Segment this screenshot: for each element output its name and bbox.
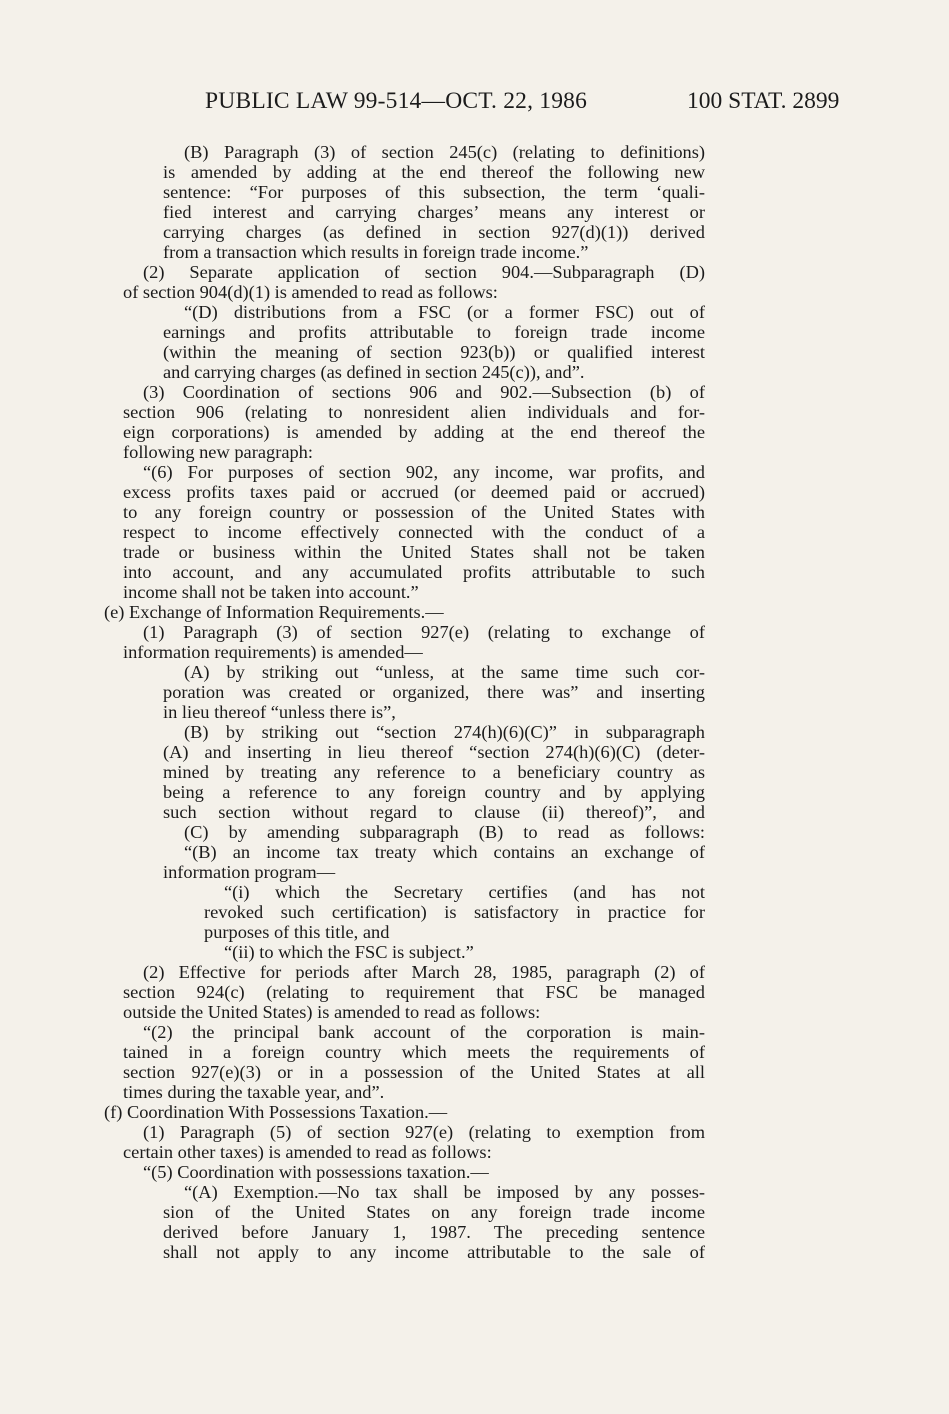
subsection-heading: “(5) Coordination with possessions taxation.— <box>143 1162 489 1182</box>
text-line: earnings and profits attributable to foreign trade income <box>163 322 705 342</box>
page-header <box>0 88 949 122</box>
text-line: section 924(c) (relating to requirement that FSC be managed <box>123 982 705 1002</box>
text-line: of section 904(d)(1) is amended to read as follows: <box>123 282 498 302</box>
text-line: “(B) an income tax treaty which contains an exchange of <box>184 842 705 862</box>
text-line: derived before January 1, 1987. The preceding sentence <box>163 1222 705 1242</box>
text-line: trade or business within the United States shall not be taken <box>123 542 705 562</box>
text-line: revoked such certification) is satisfactory in practice for <box>204 902 705 922</box>
text-line: information program— <box>163 862 336 882</box>
text-line: section 927(e)(3) or in a possession of the United States at all <box>123 1062 705 1082</box>
text-line: tained in a foreign country which meets the requirements of <box>123 1042 705 1062</box>
text-line: mined by treating any reference to a beneficiary country as <box>163 762 705 782</box>
text-line: sentence: “For purposes of this subsection, the term ‘quali- <box>163 182 705 202</box>
text-line: into account, and any accumulated profits attributable to such <box>123 562 705 582</box>
text-line: respect to income effectively connected with the conduct of a <box>123 522 705 542</box>
text-line: (2) Separate application of section 904.—Subparagraph (D) <box>143 262 705 282</box>
text-line: sion of the United States on any foreign trade income <box>163 1202 705 1222</box>
text-line: (A) and inserting in lieu thereof “section 274(h)(6)(C) (deter- <box>163 742 705 762</box>
text-line: such section without regard to clause (ii) thereof)”, and <box>163 802 705 822</box>
text-line: certain other taxes) is amended to read as follows: <box>123 1142 492 1162</box>
text-line: is amended by adding at the end thereof the following new <box>163 162 705 182</box>
text-line: “(6) For purposes of section 902, any income, war profits, and <box>143 462 705 482</box>
text-line: being a reference to any foreign country and by applying <box>163 782 705 802</box>
text-line: outside the United States) is amended to read as follows: <box>123 1002 541 1022</box>
text-line: (B) by striking out “section 274(h)(6)(C)” in subparagraph <box>184 722 705 742</box>
text-line: “(D) distributions from a FSC (or a former FSC) out of <box>184 302 705 322</box>
text-line: and carrying charges (as defined in section 245(c)), and”. <box>163 362 585 382</box>
page-number: 100 STAT. 2899 <box>687 88 840 114</box>
running-head-title: PUBLIC LAW 99-514—OCT. 22, 1986 <box>205 88 588 114</box>
text-line: excess profits taxes paid or accrued (or deemed paid or accrued) <box>123 482 705 502</box>
text-line: (3) Coordination of sections 906 and 902.—Subsection (b) of <box>143 382 705 402</box>
text-line: (B) Paragraph (3) of section 245(c) (relating to definitions) <box>184 142 705 162</box>
text-line: (within the meaning of section 923(b)) or qualified interest <box>163 342 705 362</box>
text-line: eign corporations) is amended by adding at the end thereof the <box>123 422 705 442</box>
text-line: “(ii) to which the FSC is subject.” <box>224 942 474 962</box>
text-line: (1) Paragraph (3) of section 927(e) (relating to exchange of <box>143 622 705 642</box>
text-line: times during the taxable year, and”. <box>123 1082 385 1102</box>
text-line: following new paragraph: <box>123 442 313 462</box>
text-line: poration was created or organized, there was” and inserting <box>163 682 705 702</box>
text-line: fied interest and carrying charges’ means any interest or <box>163 202 705 222</box>
text-line: section 906 (relating to nonresident alien individuals and for- <box>123 402 705 422</box>
text-line: income shall not be taken into account.” <box>123 582 419 602</box>
text-line: “(2) the principal bank account of the corporation is main- <box>143 1022 705 1042</box>
text-line: from a transaction which results in foreign trade income.” <box>163 242 589 262</box>
section-heading-e: (e) Exchange of Information Requirements.— <box>104 602 444 622</box>
text-line: purposes of this title, and <box>204 922 390 942</box>
text-line: shall not apply to any income attributable to the sale of <box>163 1242 705 1262</box>
text-line: “(i) which the Secretary certifies (and has not <box>224 882 705 902</box>
text-line: (C) by amending subparagraph (B) to read as follows: <box>184 822 705 842</box>
section-heading-f: (f) Coordination With Possessions Taxation.— <box>104 1102 448 1122</box>
text-line: (1) Paragraph (5) of section 927(e) (relating to exemption from <box>143 1122 705 1142</box>
text-line: to any foreign country or possession of the United States with <box>123 502 705 522</box>
text-line: carrying charges (as defined in section 927(d)(1)) derived <box>163 222 705 242</box>
text-line: (A) by striking out “unless, at the same time such cor- <box>184 662 705 682</box>
text-line: in lieu thereof “unless there is”, <box>163 702 396 722</box>
text-line: (2) Effective for periods after March 28, 1985, paragraph (2) of <box>143 962 705 982</box>
text-line: “(A) Exemption.—No tax shall be imposed by any posses- <box>184 1182 705 1202</box>
text-line: information requirements) is amended— <box>123 642 423 662</box>
